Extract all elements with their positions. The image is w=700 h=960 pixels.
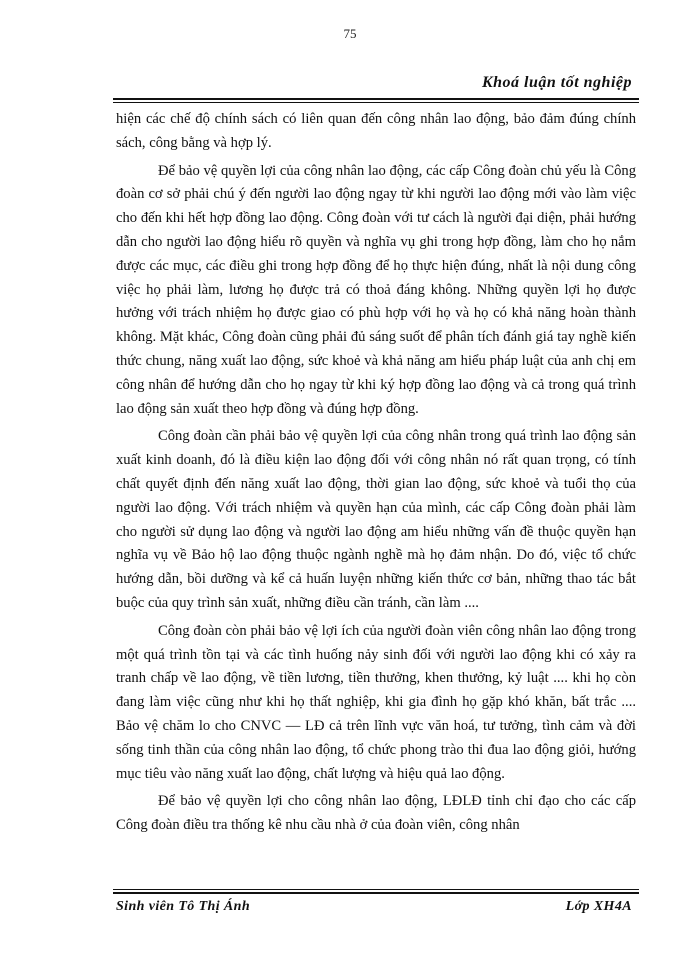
paragraph: Công đoàn còn phải bảo vệ lợi ích của người đoàn viên công nhân lao động trong một quá trình tồn tại và các tình huống nảy sinh đối với người lao động khi có xảy ra tranh chấp về lao động, về tiền lương, tiền thưởng, khen thưởng, kỷ luật .... khi họ còn đang làm việc cũng như khi họ thất nghiệp, khi gia đình họ gặp khó khăn, bất trắc .... Bảo vệ chăm lo cho CNVC — LĐ cả trên lĩnh vực văn hoá, tư tưởng, tình cảm và đời sống tinh thần của công nhân lao động, tổ chức phong trào thi đua lao động giỏi, hướng mục tiêu vào năng xuất lao động, chất lượng và hiệu quả lao động.	[116, 622, 636, 782]
thesis-header-title: Khoá luận tốt nghiệp	[481, 74, 632, 91]
paragraph: Để bảo vệ quyền lợi của công nhân lao động, các cấp Công đoàn chủ yếu là Công đoàn cơ sở phải chú ý đến người lao động ngay từ khi người lao động mới vào làm việc cho đến khi hết hợp đồng lao động. Công đoàn với tư cách là người đại diện, phải hướng dẫn cho người lao động hiểu rõ quyền và nghĩa vụ ghi trong hợp đồng, làm cho họ nắm được các mục, các điều ghi trong hợp đồng để họ thực hiện đúng, nhất là nội dung công việc họ phải làm, lương họ được trả có thoả đáng không. Những quyền lợi họ được hưởng với trách nhiệm họ được giao có phù hợp với họ và họ có khả năng hoàn thành không. Mặt khác, Công đoàn cũng phải đủ sáng suốt để phân tích đánh giá tay nghề kiến thức chung, năng xuất lao động, sức khoẻ và khả năng am hiểu pháp luật của anh chị em công nhân để hướng dẫn cho họ ngay từ khi ký hợp đồng lao động và cả trong quá trình lao động sản xuất theo hợp đồng và đúng hợp đồng.	[116, 162, 636, 417]
header-rule	[113, 98, 639, 100]
footer-rule	[113, 892, 639, 894]
header-rule-thin	[113, 102, 639, 103]
paragraph: Công đoàn cần phải bảo vệ quyền lợi của công nhân trong quá trình lao động sản xuất kinh doanh, đó là điều kiện lao động đối với công nhân nó rất quan trọng, có tính chất quyết định đến năng xuất lao động, thời gian lao động, sức khoẻ và tuổi thọ của người lao động. Với trách nhiệm và quyền hạn của mình, các cấp Công đoàn phải làm cho người sử dụng lao động và người lao động am hiểu những vấn đề thuộc quyền hạn nghĩa vụ về Bảo hộ lao động thuộc ngành nghề mà họ đảm nhận. Do đó, việc tổ chức hướng dẫn, bồi dưỡng và kể cả huấn luyện những kiến thức cơ bản, những thao tác bắt buộc của quy trình sản xuất, những điều cần tránh, cần làm ....	[116, 428, 636, 611]
paragraph-continuation: hiện các chế độ chính sách có liên quan đến công nhân lao động, bảo đảm đúng chính sách, công bằng và hợp lý.	[116, 111, 636, 151]
document-body	[116, 108, 636, 842]
footer-class: Lớp XH4A	[565, 899, 632, 914]
page-number: 75	[343, 26, 357, 41]
paragraph: Để bảo vệ quyền lợi cho công nhân lao động, LĐLĐ tỉnh chỉ đạo cho các cấp Công đoàn điều tra thống kê nhu cầu nhà ở của đoàn viên, công nhân	[116, 793, 636, 834]
footer-rule-thin	[113, 889, 639, 890]
footer-student-name: Sinh viên Tô Thị Ánh	[116, 899, 251, 914]
